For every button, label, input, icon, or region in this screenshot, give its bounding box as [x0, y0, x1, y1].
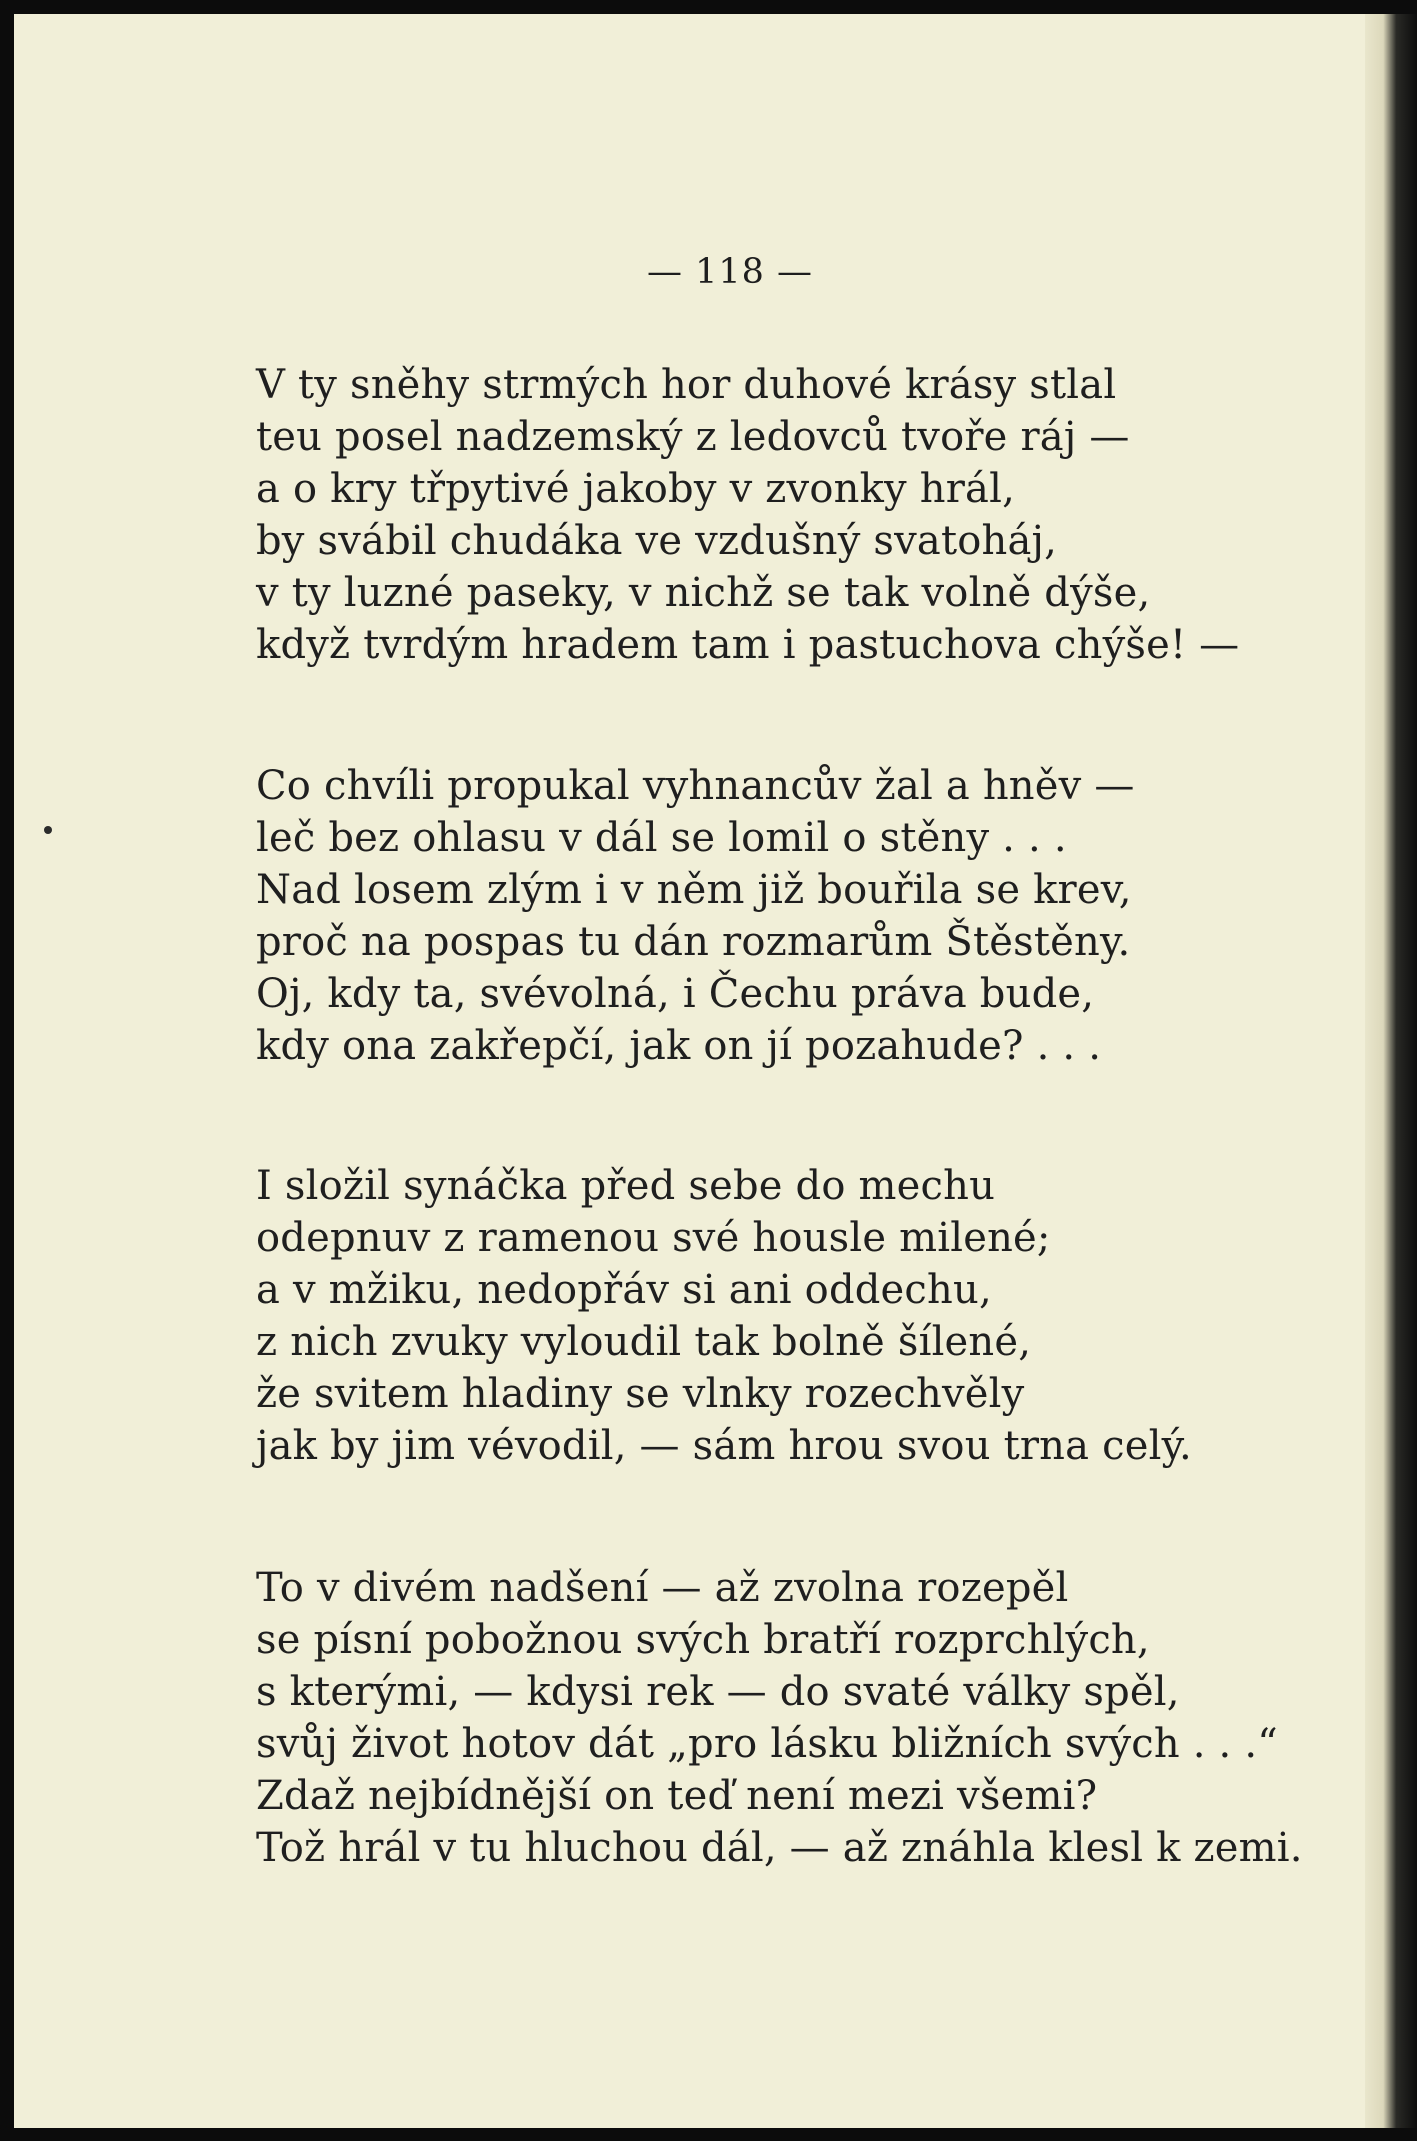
verse-line: odepnuv z ramenou své housle milené; [256, 1215, 1051, 1261]
verse-line: Co chvíli propukal vyhnancův žal a hněv — [256, 763, 1135, 809]
verse-line: kdy ona zakřepčí, jak on jí pozahude? . . . [256, 1023, 1102, 1069]
verse-line: Zdaž nejbídnější on teď není mezi všemi? [256, 1773, 1098, 1819]
verse-line: by svábil chudáka ve vzdušný svatoháj, [256, 518, 1058, 564]
stanza-3 [256, 1160, 1192, 1472]
verse-line: leč bez ohlasu v dál se lomil o stěny . . . [256, 815, 1067, 861]
verse-line: a o kry třpytivé jakoby v zvonky hrál, [256, 466, 1015, 512]
scan-border-left [0, 0, 14, 2141]
verse-line: jak by jim vévodil, — sám hrou svou trna celý. [256, 1423, 1192, 1469]
verse-line: proč na pospas tu dán rozmarům Štěstěny. [256, 919, 1131, 965]
verse-line: Oj, kdy ta, svévolná, i Čechu práva bude, [256, 971, 1095, 1017]
scan-border-bottom [0, 2128, 1417, 2141]
verse-line: a v mžiku, nedopřáv si ani oddechu, [256, 1267, 992, 1313]
page-edge-shadow [1365, 0, 1417, 2141]
verse-line: Tož hrál v tu hluchou dál, — až znáhla klesl k zemi. [256, 1825, 1303, 1871]
verse-line: když tvrdým hradem tam i pastuchova chýše! — [256, 622, 1240, 668]
verse-line: v ty luzné paseky, v nichž se tak volně dýše, [256, 570, 1151, 616]
ink-speck [44, 826, 52, 834]
scan-border-top [0, 0, 1417, 14]
verse-line: s kterými, — kdysi rek — do svaté války spěl, [256, 1669, 1180, 1715]
verse-line: se písní pobožnou svých bratří rozprchlých, [256, 1617, 1150, 1663]
verse-line: teu posel nadzemský z ledovců tvoře ráj — [256, 414, 1130, 460]
verse-line: I složil synáčka před sebe do mechu [256, 1163, 996, 1209]
stanza-1 [256, 359, 1239, 671]
verse-line: z nich zvuky vyloudil tak bolně šílené, [256, 1319, 1032, 1365]
verse-line: že svitem hladiny se vlnky rozechvěly [256, 1371, 1025, 1417]
stanza-4 [256, 1562, 1303, 1874]
verse-line: Nad losem zlým i v něm již bouřila se krev, [256, 867, 1132, 913]
stanza-2 [256, 760, 1135, 1072]
page-number: — 118 — [646, 252, 814, 292]
verse-line: To v divém nadšení — až zvolna rozepěl [256, 1565, 1069, 1611]
verse-line: V ty sněhy strmých hor duhové krásy stlal [256, 362, 1117, 408]
verse-line: svůj život hotov dát „pro lásku bližních svých . . .“ [256, 1721, 1278, 1767]
